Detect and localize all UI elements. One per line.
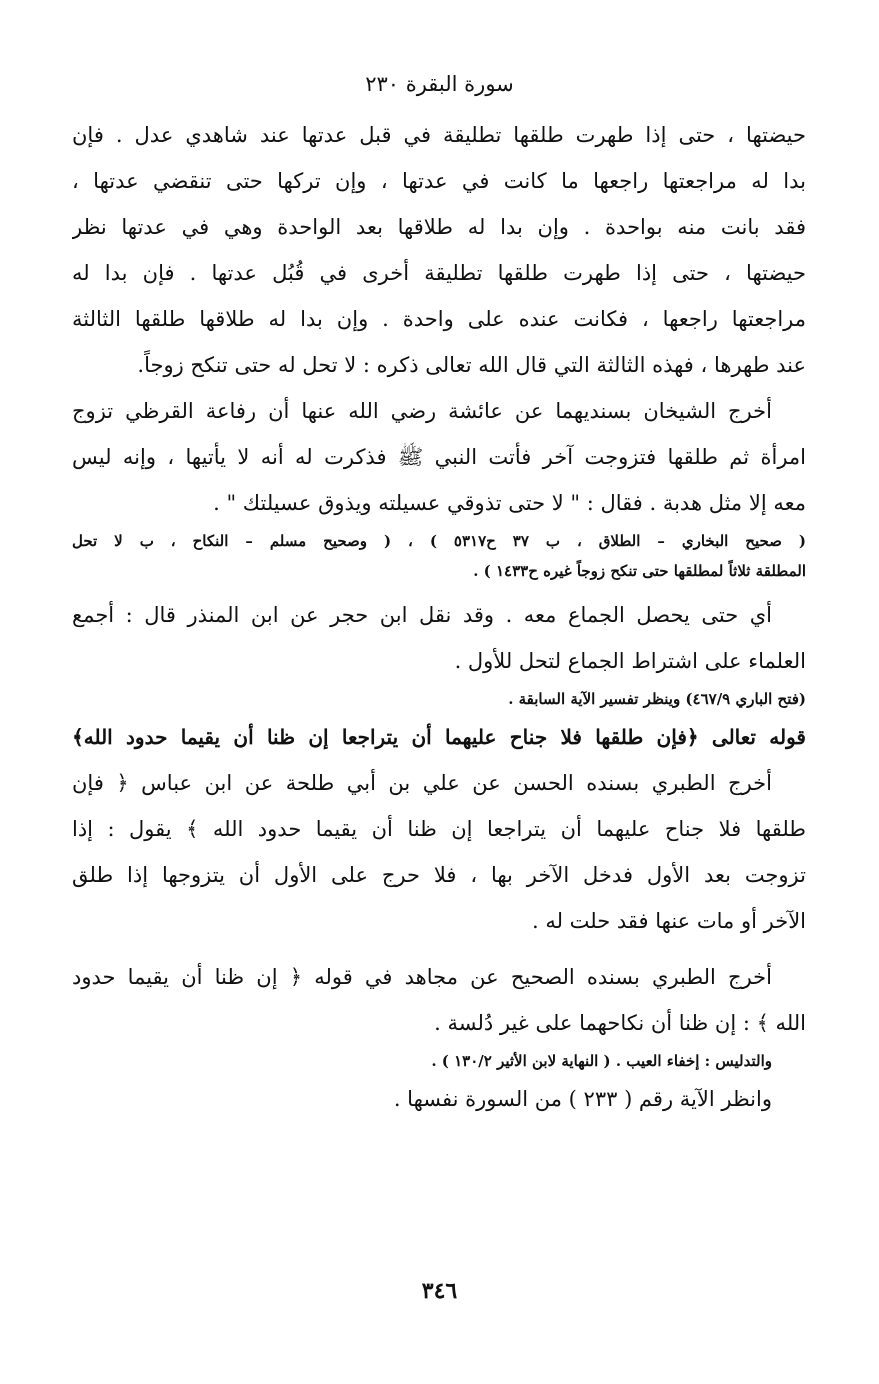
paragraph-see-also [72,1076,806,1122]
text-line: الآخر أو مات عنها فقد حلت له . [531,909,806,933]
text-line: حيضتها ، حتى إذا طهرت طلقها تطليقة في قبل عدتها عند شاهدي عدل . فإن [72,123,806,147]
text-line: أخرج الطبري بسنده الصحيح عن مجاهد في قوله ﴿ إن ظنا أن يقيما حدود [72,965,772,989]
paragraph-continuation [72,112,806,388]
text-line: وانظر الآية رقم ( ٢٣٣ ) من السورة نفسها . [393,1087,772,1111]
text-line: حيضتها ، حتى إذا طهرت طلقها تطليقة أخرى في قُبُل عدتها . فإن بدا له [72,261,806,285]
reference-note [72,526,806,586]
page-number: ٣٤٦ [421,1278,458,1304]
text-line: فقد بانت منه بواحدة . وإن بدا له طلاقها بعد الواحدة وهي في عدتها نظر [72,215,806,239]
text-line: بدا له مراجعتها راجعها ما كانت في عدتها ، وإن تركها حتى تنقضي عدتها ، [72,169,806,193]
text-line: أي حتى يحصل الجماع معه . وقد نقل ابن حجر عن ابن المنذر قال : أجمع [72,603,772,627]
paragraph-tabari-2 [72,954,806,1046]
reference-note [72,1046,806,1076]
text-line: مراجعتها راجعها ، فكانت عنده على واحدة . وإن بدا له طلاقها طلقها الثالثة [72,307,806,331]
text-line: أخرج الطبري بسنده الحسن عن علي بن أبي طلحة عن ابن عباس ﴿ فإن [72,771,772,795]
text-line: العلماء على اشتراط الجماع لتحل للأول . [454,649,806,673]
text-line: معه إلا مثل هدبة . فقال : " لا حتى تذوقي عسيلته ويذوق عسيلتك " . [213,491,806,515]
text-line: تزوجت بعد الأول فدخل الآخر بها ، فلا حرج على الأول أن يتزوجها إذا طلق [72,863,806,887]
heading-line: قوله تعالى ﴿فإن طلقها فلا جناح عليهما أن يتراجعا إن ظنا أن يقيما حدود الله﴾ [72,725,806,749]
text-line: امرأة ثم طلقها فتزوجت آخر فأتت النبي ﷺ فذكرت له أنه لا يأتيها ، وإنه ليس [72,445,806,469]
text-line: الله ﴾ : إن ظنا أن نكاحهما على غير دُلسة . [434,1011,806,1035]
reference-note [72,684,806,714]
running-header: سورة البقرة ٢٣٠ [365,72,514,96]
page-body [72,112,806,1122]
note-line: والتدليس : إخفاء العيب . ( النهاية لابن الأثير ١٣٠/٢ ) . [431,1052,772,1070]
note-line: ( صحيح البخاري – الطلاق ، ب ٣٧ ح٥٣١٧ ) ، ( وصحيح مسلم – النكاح ، ب لا تحل [72,532,806,550]
note-line: المطلقة ثلاثاً لمطلقها حتى تنكح زوجاً غيره ح١٤٣٣ ) . [473,562,806,580]
paragraph-tabari-1 [72,760,806,944]
paragraph-commentary [72,592,806,684]
verse-heading [72,714,806,760]
text-line: طلقها فلا جناح عليهما أن يتراجعا إن ظنا أن يقيما حدود الله ﴾ يقول : إذا [72,817,806,841]
text-line: عند طهرها ، فهذه الثالثة التي قال الله تعالى ذكره : لا تحل له حتى تنكح زوجاً. [137,353,806,377]
text-line: أخرج الشيخان بسنديهما عن عائشة رضي الله عنها أن رفاعة القرظي تزوج [72,399,772,423]
note-line: (فتح الباري ٤٦٧/٩) وينظر تفسير الآية السابقة . [508,690,806,708]
paragraph-hadith [72,388,806,526]
